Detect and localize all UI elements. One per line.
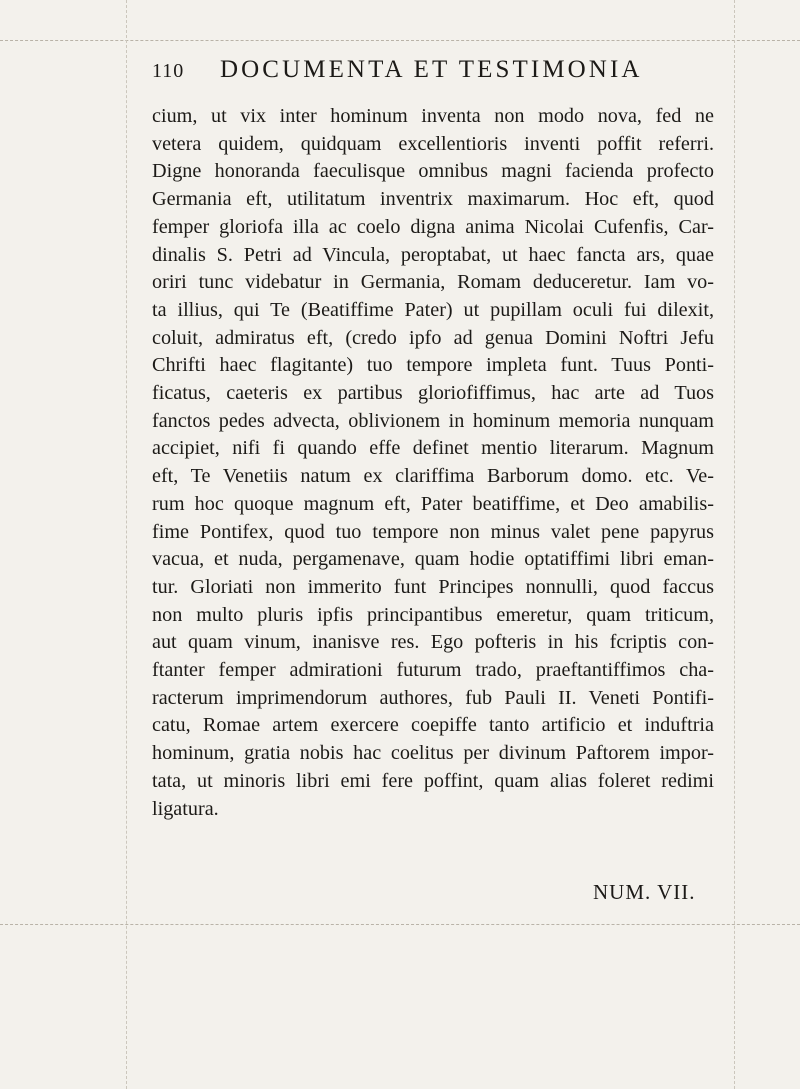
text-line: vetera quidem, quidquam excellentioris inventi poffit referri. (152, 132, 714, 155)
text-line: oriri tunc videbatur in Germania, Romam deduceretur. Iam vo- (152, 271, 714, 294)
text-line: fanctos pedes advecta, oblivionem in hominum memoria nunquam (152, 409, 714, 432)
text-line: ficatus, caeteris ex partibus gloriofiffimus, hac arte ad Tuos (152, 382, 714, 405)
text-line: accipiet, nifi fi quando effe definet mentio literarum. Magnum (152, 437, 714, 460)
text-line: tata, ut minoris libri emi fere poffint, quam alias foleret redimi (152, 769, 714, 792)
text-line: hominum, gratia nobis hac coelitus per divinum Paftorem impor- (152, 742, 714, 765)
text-line: Chrifti haec flagitante) tuo tempore impleta funt. Tuus Ponti- (152, 354, 714, 377)
text-line: dinalis S. Petri ad Vincula, peroptabat, ut haec fancta ars, quae (152, 243, 714, 266)
text-line: fime Pontifex, quod tuo tempore non minus valet pene papyrus (152, 520, 714, 543)
running-title: DOCUMENTA ET TESTIMONIA (220, 56, 643, 83)
body-text (152, 103, 714, 823)
running-header (152, 56, 712, 84)
text-line: catu, Romae artem exercere coepiffe tanto artificio et induftria (152, 714, 714, 737)
text-line: ftanter femper admirationi futurum trado, praeftantiffimos cha- (152, 659, 714, 682)
fold-line-left (126, 0, 127, 1089)
text-line: aut quam vinum, inanisve res. Ego pofteris in his fcriptis con- (152, 631, 714, 654)
text-line: cium, ut vix inter hominum inventa non modo nova, fed ne (152, 105, 714, 127)
text-line: tur. Gloriati non immerito funt Principes nonnulli, quod faccus (152, 575, 714, 598)
text-line: ta illius, qui Te (Beatiffime Pater) ut pupillam oculi fui dilexit, (152, 298, 714, 321)
text-line: vacua, et nuda, pergamenave, quam hodie optatiffimi libri eman- (152, 548, 714, 571)
fold-line-right (734, 0, 735, 1089)
text-line-last: ligatura. (152, 797, 219, 820)
fold-line-bottom (0, 924, 800, 925)
fold-line-top (0, 40, 800, 41)
text-line: racterum imprimendorum authores, fub Pauli II. Veneti Pontifi- (152, 686, 714, 709)
text-line: non multo pluris ipfis principantibus emeretur, quam triticum, (152, 603, 714, 626)
page-number: 110 (152, 60, 185, 82)
text-line: eft, Te Venetiis natum ex clariffima Barborum domo. etc. Ve- (152, 465, 714, 488)
text-line: Digne honoranda faeculisque omnibus magni facienda profecto (152, 160, 714, 183)
text-line: rum hoc quoque magnum eft, Pater beatiffime, et Deo amabilis- (152, 492, 714, 515)
catchword: NUM. VII. (593, 880, 696, 904)
text-line: femper gloriofa illa ac coelo digna anima Nicolai Cufenfis, Car- (152, 215, 714, 238)
text-line: Germania eft, utilitatum inventrix maximarum. Hoc eft, quod (152, 188, 714, 211)
text-line: coluit, admiratus eft, (credo ipfo ad genua Domini Noftri Jefu (152, 326, 714, 349)
